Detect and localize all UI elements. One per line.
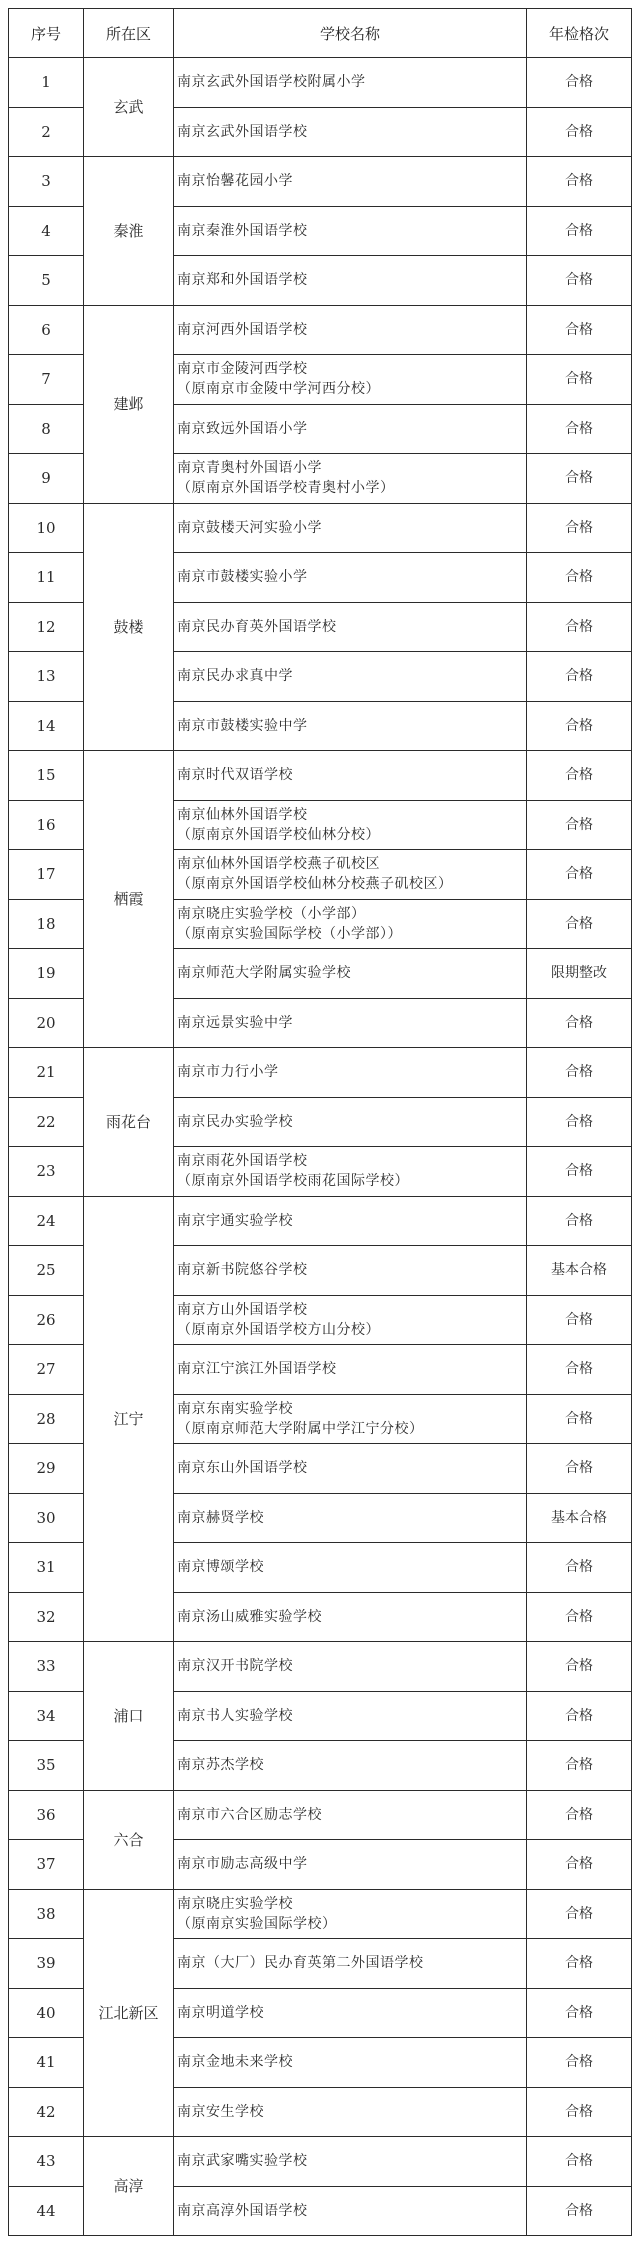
school-name: 南京江宁滨江外国语学校 — [177, 1361, 337, 1378]
serial-number-cell: 31 — [9, 1543, 84, 1593]
serial-number-cell: 8 — [9, 404, 84, 454]
header-school-name: 学校名称 — [174, 9, 527, 58]
inspection-grade-cell: 合格 — [527, 850, 632, 900]
school-name: 南京晓庄实验学校 — [177, 1895, 293, 1912]
school-name-cell — [174, 1196, 527, 1246]
former-school-name: （原南京实验国际学校（小学部）） — [177, 925, 402, 942]
inspection-grade-cell: 合格 — [527, 1147, 632, 1197]
table-row — [9, 157, 632, 207]
inspection-grade-cell: 合格 — [527, 701, 632, 751]
school-name: 南京鼓楼天河实验小学 — [177, 519, 322, 536]
serial-number-cell: 37 — [9, 1840, 84, 1890]
school-inspection-table — [8, 8, 632, 2236]
school-name: 南京河西外国语学校 — [177, 321, 308, 338]
inspection-grade-cell: 合格 — [527, 1444, 632, 1494]
former-school-name: （原南京外国语学校方山分校） — [177, 1321, 380, 1338]
serial-number-cell: 7 — [9, 355, 84, 405]
inspection-grade-cell: 合格 — [527, 2137, 632, 2187]
school-name-cell — [174, 553, 527, 603]
serial-number-cell: 4 — [9, 206, 84, 256]
school-name: 南京东南实验学校 — [177, 1400, 293, 1417]
school-name: 南京市鼓楼实验小学 — [177, 569, 308, 586]
school-name: 南京高淳外国语学校 — [177, 2202, 308, 2219]
district-cell: 六合 — [84, 1790, 174, 1889]
table-row — [9, 58, 632, 108]
inspection-grade-cell: 合格 — [527, 2038, 632, 2088]
school-name: 南京赫贤学校 — [177, 1509, 264, 1526]
school-name: 南京苏杰学校 — [177, 1757, 264, 1774]
serial-number-cell: 10 — [9, 503, 84, 553]
serial-number-cell: 27 — [9, 1345, 84, 1395]
serial-number-cell: 11 — [9, 553, 84, 603]
school-name: 南京晓庄实验学校（小学部） — [177, 905, 366, 922]
inspection-grade-cell: 合格 — [527, 998, 632, 1048]
school-name-cell — [174, 305, 527, 355]
serial-number-cell: 39 — [9, 1939, 84, 1989]
district-cell: 雨花台 — [84, 1048, 174, 1197]
school-name: 南京时代双语学校 — [177, 767, 293, 784]
former-school-name: （原南京外国语学校青奥村小学） — [177, 480, 395, 497]
serial-number-cell: 25 — [9, 1246, 84, 1296]
school-name-cell — [174, 1147, 527, 1197]
school-name-cell — [174, 850, 527, 900]
inspection-grade-cell: 合格 — [527, 751, 632, 801]
serial-number-cell: 14 — [9, 701, 84, 751]
school-name-cell — [174, 503, 527, 553]
serial-number-cell: 43 — [9, 2137, 84, 2187]
school-name-cell — [174, 701, 527, 751]
former-school-name: （原南京外国语学校仙林分校燕子矶校区） — [177, 876, 453, 893]
table-row — [9, 305, 632, 355]
school-name-cell — [174, 998, 527, 1048]
school-name-cell — [174, 1939, 527, 1989]
school-name: 南京汤山威雅实验学校 — [177, 1608, 322, 1625]
school-name: 南京武家嘴实验学校 — [177, 2153, 308, 2170]
serial-number-cell: 2 — [9, 107, 84, 157]
school-name: 南京宇通实验学校 — [177, 1212, 293, 1229]
school-name-cell — [174, 949, 527, 999]
inspection-grade-cell: 合格 — [527, 1295, 632, 1345]
school-name: 南京仙林外国语学校燕子矶校区 — [177, 856, 380, 873]
inspection-grade-cell: 合格 — [527, 256, 632, 306]
district-cell: 鼓楼 — [84, 503, 174, 751]
inspection-grade-cell: 合格 — [527, 1691, 632, 1741]
inspection-grade-cell: 合格 — [527, 1790, 632, 1840]
inspection-grade-cell: 合格 — [527, 1642, 632, 1692]
school-name: 南京远景实验中学 — [177, 1014, 293, 1031]
serial-number-cell: 40 — [9, 1988, 84, 2038]
inspection-grade-cell: 合格 — [527, 454, 632, 504]
inspection-grade-cell: 合格 — [527, 503, 632, 553]
inspection-grade-cell: 合格 — [527, 1345, 632, 1395]
inspection-grade-cell: 合格 — [527, 305, 632, 355]
table-row — [9, 1642, 632, 1692]
school-name: 南京师范大学附属实验学校 — [177, 965, 351, 982]
inspection-grade-cell: 合格 — [527, 602, 632, 652]
school-name-cell — [174, 1741, 527, 1791]
inspection-grade-cell: 基本合格 — [527, 1493, 632, 1543]
school-name: 南京民办实验学校 — [177, 1113, 293, 1130]
school-name-cell — [174, 1543, 527, 1593]
inspection-grade-cell: 合格 — [527, 1097, 632, 1147]
serial-number-cell: 24 — [9, 1196, 84, 1246]
inspection-grade-cell: 合格 — [527, 1939, 632, 1989]
serial-number-cell: 1 — [9, 58, 84, 108]
school-name: 南京民办育英外国语学校 — [177, 618, 337, 635]
school-name: 南京秦淮外国语学校 — [177, 222, 308, 239]
school-name-cell — [174, 355, 527, 405]
serial-number-cell: 36 — [9, 1790, 84, 1840]
school-name-cell — [174, 206, 527, 256]
school-name-cell — [174, 2087, 527, 2137]
serial-number-cell: 6 — [9, 305, 84, 355]
inspection-grade-cell: 合格 — [527, 1741, 632, 1791]
school-name: 南京汉开书院学校 — [177, 1658, 293, 1675]
school-name: 南京玄武外国语学校 — [177, 123, 308, 140]
school-name-cell — [174, 602, 527, 652]
school-name-cell — [174, 2186, 527, 2236]
serial-number-cell: 21 — [9, 1048, 84, 1098]
header-inspection-grade: 年检格次 — [527, 9, 632, 58]
serial-number-cell: 19 — [9, 949, 84, 999]
inspection-grade-cell: 合格 — [527, 1394, 632, 1444]
inspection-grade-cell: 合格 — [527, 1988, 632, 2038]
school-name: 南京怡馨花园小学 — [177, 173, 293, 190]
serial-number-cell: 44 — [9, 2186, 84, 2236]
table-row — [9, 1889, 632, 1939]
school-name-cell — [174, 652, 527, 702]
header-serial-number: 序号 — [9, 9, 84, 58]
school-name: 南京市金陵河西学校 — [177, 361, 308, 378]
serial-number-cell: 41 — [9, 2038, 84, 2088]
school-name: 南京民办求真中学 — [177, 668, 293, 685]
inspection-grade-cell: 合格 — [527, 800, 632, 850]
inspection-grade-cell: 合格 — [527, 404, 632, 454]
former-school-name: （原南京外国语学校仙林分校） — [177, 826, 380, 843]
serial-number-cell: 20 — [9, 998, 84, 1048]
inspection-grade-cell: 合格 — [527, 553, 632, 603]
school-name: 南京东山外国语学校 — [177, 1460, 308, 1477]
serial-number-cell: 34 — [9, 1691, 84, 1741]
school-name-cell — [174, 1097, 527, 1147]
school-name: 南京市力行小学 — [177, 1064, 279, 1081]
school-inspection-table-sheet — [8, 8, 631, 2236]
serial-number-cell: 3 — [9, 157, 84, 207]
school-name-cell — [174, 1048, 527, 1098]
serial-number-cell: 17 — [9, 850, 84, 900]
school-name: 南京仙林外国语学校 — [177, 806, 308, 823]
header-district: 所在区 — [84, 9, 174, 58]
serial-number-cell: 16 — [9, 800, 84, 850]
inspection-grade-cell: 合格 — [527, 355, 632, 405]
school-name-cell — [174, 899, 527, 949]
school-name-cell — [174, 1394, 527, 1444]
serial-number-cell: 32 — [9, 1592, 84, 1642]
inspection-grade-cell: 基本合格 — [527, 1246, 632, 1296]
school-name: 南京书人实验学校 — [177, 1707, 293, 1724]
school-name: 南京（大厂）民办育英第二外国语学校 — [177, 1955, 424, 1972]
school-name-cell — [174, 157, 527, 207]
inspection-grade-cell: 合格 — [527, 1592, 632, 1642]
serial-number-cell: 29 — [9, 1444, 84, 1494]
district-cell: 浦口 — [84, 1642, 174, 1791]
school-name-cell — [174, 2038, 527, 2088]
school-name: 南京明道学校 — [177, 2004, 264, 2021]
district-cell: 玄武 — [84, 58, 174, 157]
school-name: 南京方山外国语学校 — [177, 1301, 308, 1318]
district-cell: 江宁 — [84, 1196, 174, 1642]
serial-number-cell: 18 — [9, 899, 84, 949]
serial-number-cell: 42 — [9, 2087, 84, 2137]
school-name: 南京市励志高级中学 — [177, 1856, 308, 1873]
school-name-cell — [174, 1691, 527, 1741]
school-name-cell — [174, 1988, 527, 2038]
serial-number-cell: 5 — [9, 256, 84, 306]
inspection-grade-cell: 合格 — [527, 1196, 632, 1246]
serial-number-cell: 30 — [9, 1493, 84, 1543]
school-name: 南京青奥村外国语小学 — [177, 460, 322, 477]
inspection-grade-cell: 合格 — [527, 107, 632, 157]
school-name-cell — [174, 1642, 527, 1692]
former-school-name: （原南京市金陵中学河西分校） — [177, 381, 380, 398]
inspection-grade-cell: 限期整改 — [527, 949, 632, 999]
serial-number-cell: 33 — [9, 1642, 84, 1692]
school-name-cell — [174, 1345, 527, 1395]
school-name-cell — [174, 1246, 527, 1296]
serial-number-cell: 35 — [9, 1741, 84, 1791]
district-cell: 栖霞 — [84, 751, 174, 1048]
serial-number-cell: 13 — [9, 652, 84, 702]
district-cell: 高淳 — [84, 2137, 174, 2236]
school-name: 南京郑和外国语学校 — [177, 272, 308, 289]
serial-number-cell: 9 — [9, 454, 84, 504]
inspection-grade-cell: 合格 — [527, 157, 632, 207]
district-cell: 秦淮 — [84, 157, 174, 306]
serial-number-cell: 15 — [9, 751, 84, 801]
school-name: 南京玄武外国语学校附属小学 — [177, 74, 366, 91]
school-name: 南京致远外国语小学 — [177, 420, 308, 437]
table-row — [9, 1196, 632, 1246]
school-name-cell — [174, 58, 527, 108]
school-name-cell — [174, 1790, 527, 1840]
table-row — [9, 2137, 632, 2187]
school-name-cell — [174, 454, 527, 504]
school-name: 南京市六合区励志学校 — [177, 1806, 322, 1823]
school-name-cell — [174, 404, 527, 454]
school-name: 南京雨花外国语学校 — [177, 1153, 308, 1170]
table-row — [9, 1790, 632, 1840]
school-name-cell — [174, 1444, 527, 1494]
school-name-cell — [174, 1889, 527, 1939]
table-row — [9, 503, 632, 553]
school-name-cell — [174, 1493, 527, 1543]
serial-number-cell: 12 — [9, 602, 84, 652]
school-name-cell — [174, 2137, 527, 2187]
inspection-grade-cell: 合格 — [527, 2186, 632, 2236]
inspection-grade-cell: 合格 — [527, 652, 632, 702]
school-name-cell — [174, 256, 527, 306]
header-row — [9, 9, 632, 58]
serial-number-cell: 22 — [9, 1097, 84, 1147]
inspection-grade-cell: 合格 — [527, 1048, 632, 1098]
serial-number-cell: 26 — [9, 1295, 84, 1345]
former-school-name: （原南京实验国际学校） — [177, 1915, 337, 1932]
school-name: 南京新书院悠谷学校 — [177, 1262, 308, 1279]
school-name-cell — [174, 751, 527, 801]
school-name-cell — [174, 1295, 527, 1345]
inspection-grade-cell: 合格 — [527, 1840, 632, 1890]
district-cell: 江北新区 — [84, 1889, 174, 2137]
school-name-cell — [174, 800, 527, 850]
table-row — [9, 751, 632, 801]
district-cell: 建邺 — [84, 305, 174, 503]
inspection-grade-cell: 合格 — [527, 206, 632, 256]
inspection-grade-cell: 合格 — [527, 1543, 632, 1593]
inspection-grade-cell: 合格 — [527, 1889, 632, 1939]
table-body — [9, 58, 632, 2236]
serial-number-cell: 23 — [9, 1147, 84, 1197]
school-name-cell — [174, 1592, 527, 1642]
school-name-cell — [174, 1840, 527, 1890]
inspection-grade-cell: 合格 — [527, 2087, 632, 2137]
school-name-cell — [174, 107, 527, 157]
inspection-grade-cell: 合格 — [527, 899, 632, 949]
school-name: 南京金地未来学校 — [177, 2054, 293, 2071]
former-school-name: （原南京师范大学附属中学江宁分校） — [177, 1420, 424, 1437]
former-school-name: （原南京外国语学校雨花国际学校） — [177, 1173, 409, 1190]
table-row — [9, 1048, 632, 1098]
inspection-grade-cell: 合格 — [527, 58, 632, 108]
school-name: 南京市鼓楼实验中学 — [177, 717, 308, 734]
school-name: 南京博颂学校 — [177, 1559, 264, 1576]
school-name: 南京安生学校 — [177, 2103, 264, 2120]
serial-number-cell: 28 — [9, 1394, 84, 1444]
serial-number-cell: 38 — [9, 1889, 84, 1939]
